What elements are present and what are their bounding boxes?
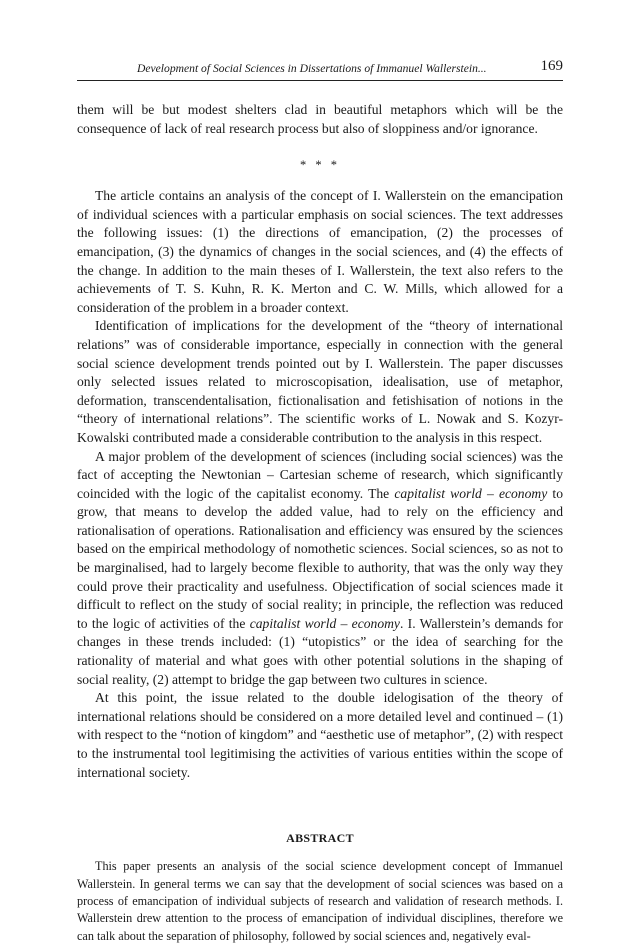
paragraph-4: At this point, the issue related to the double idelogisation of the theory of international relations should be considered on a more detailed level and continued – (1) with respect to the “notion of kingdom” and “aesthetic use of metaphor”, (2) with respect to the instrumental tool legitimising the activities of various entities within the scope of international society. — [77, 690, 563, 780]
paragraph-2: Identification of implications for the development of the “theory of international relations” was of considerable importance, especially in connection with the general social science development trends pointed out by I. Wallerstein. The paper discusses only selected issues related to microscopisation, idealisation, use of metaphor, deformation, transcendentalisation, fictionalisation and fetishisation of notions in the “theory of international relations”. The scientific works of L. Nowak and S. Kozyr-Kowalski contributed made a considerable contribution to the analysis in this respect. — [77, 318, 563, 445]
section-separator: * * * — [300, 158, 340, 173]
paragraph-3 — [77, 448, 563, 690]
page-number: 169 — [540, 58, 563, 74]
paragraph-3-part-c: . I. Wallerstein’s demands for changes in these trends included: (1) “utopistics” or the idea of searching for the rationality of material and what goes with other potential solutions in the shaping of social reality, (2) attempt to bridge the gap between two cultures in science. — [77, 615, 563, 687]
paragraph-1: The article contains an analysis of the concept of I. Wallerstein on the emancipation of individual sciences with a particular emphasis on social sciences. The text addresses the following issues: (1) the directions of emancipation, (2) the processes of emancipation, (3) the dynamics of changes in the social sciences, and (4) the effects of the change. In addition to the main theses of I. Wallerstein, the text also refers to the achievements of T. S. Kuhn, R. K. Merton and C. W. Mills, which allowed for a consideration of the problem in a broader context. — [77, 188, 563, 315]
running-title: Development of Social Sciences in Dissertations of Immanuel Wallerstein... — [137, 62, 487, 75]
running-header — [77, 58, 563, 81]
abstract-text: This paper presents an analysis of the social science development concept of Immanuel Wallerstein. In general terms we can say that the development of social sciences was based on a process of emancipation of individual subjects of research and validation of research methods. I. Wallerstein drew attention to the process of emancipation of individual disciplines, therefore we can talk about the separation of philosophy, followed by social sciences and, negatively eval- — [77, 859, 563, 943]
intro-paragraph: them will be but modest shelters clad in beautiful metaphors which will be the consequence of lack of real research process but also of sloppiness and/or ignorance. — [77, 102, 563, 136]
paragraph-3-part-b: to grow, that means to develop the added value, had to rely on the efficiency and rationalisation of operations. Rationalisation and efficiency was ensured by the sciences based on the empirical methodology of nomothetic sciences. Social sciences, so as not to be marginalised, had to largely become flexible to authority, that was the only way they could prove their practicality and usefulness. Objectification of social sciences made it difficult to reflect on the study of social reality; in principle, the reflection was reduced to the logic of activities of the — [77, 485, 563, 631]
document-page — [77, 0, 563, 943]
abstract-heading: ABSTRACT — [286, 831, 354, 846]
paragraph-3-emphasis-2: capitalist world – economy — [249, 615, 400, 631]
paragraph-3-emphasis-1: capitalist world – economy — [394, 485, 548, 501]
body-text — [77, 101, 563, 945]
paragraph-3-part-a: A major problem of the development of sciences (including social sciences) was the fact of accepting the Newtonian – Cartesian scheme of research, which significantly coincided with the logic of the capitalist economy. The — [77, 448, 563, 501]
